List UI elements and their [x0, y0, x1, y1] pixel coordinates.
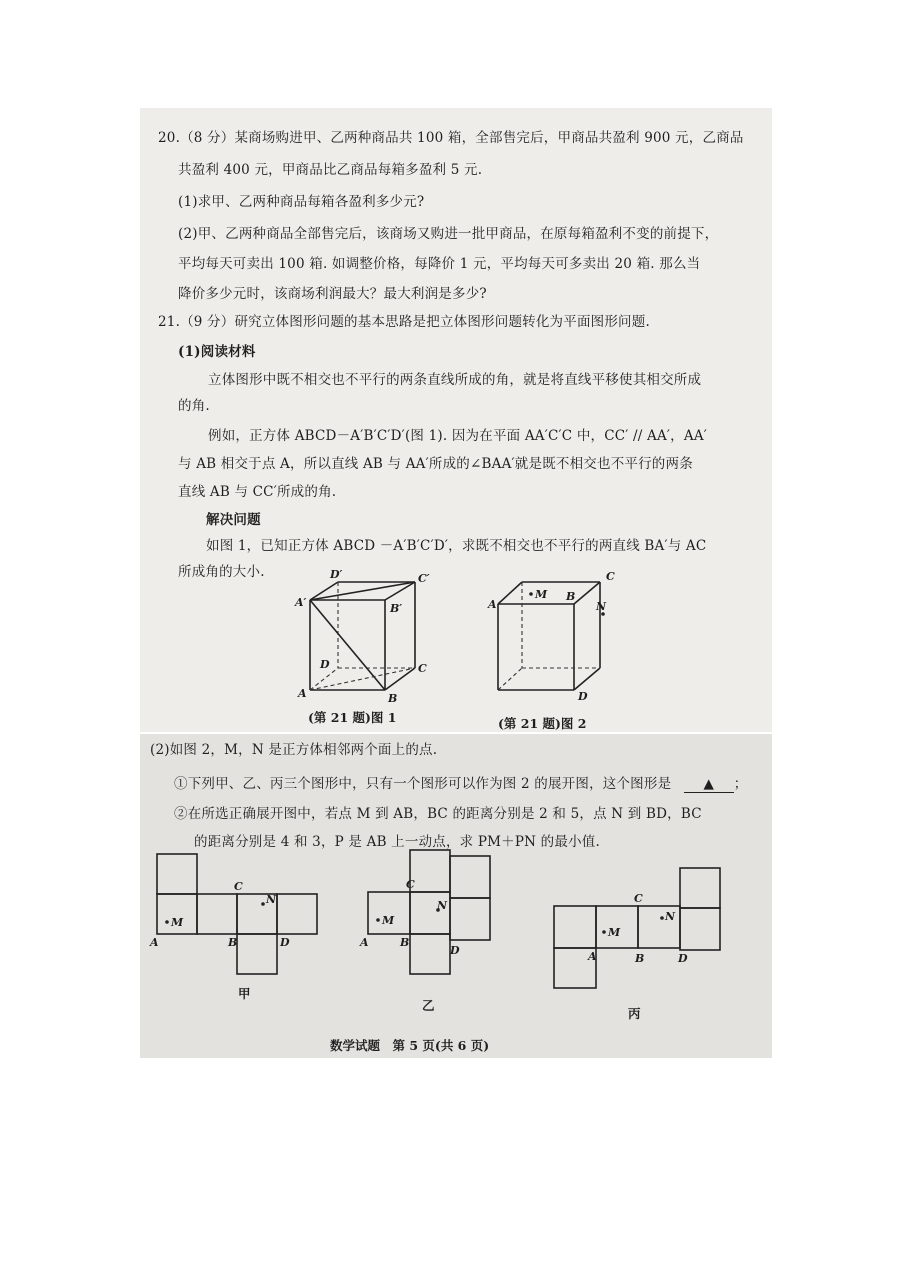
q21-line1: 21.（9 分）研究立体图形问题的基本思路是把立体图形问题转化为平面图形问题. — [158, 314, 650, 330]
jia-label-D: D — [280, 936, 290, 949]
fig2-label-C: C — [606, 570, 615, 583]
fig2-label-A: A — [488, 598, 497, 611]
yi-label-N: N — [437, 899, 448, 912]
fig1-label-D1: D′ — [330, 568, 343, 581]
q21-reading-line1: 立体图形中既不相交也不平行的两条直线所成的角，就是将直线平移使其相交所成 — [208, 372, 702, 388]
net-jia — [149, 854, 317, 1001]
q21-part2-line1: (2)如图 2，M，N 是正方体相邻两个面上的点. — [150, 742, 438, 758]
fig2-label-N: N — [596, 600, 607, 613]
fig1-label-B1: B′ — [390, 602, 403, 615]
q21-example-line2: 与 AB 相交于点 A，所以直线 AB 与 AA′所成的∠BAA′就是既不相交也不平行的两条 — [178, 456, 693, 472]
net-yi-caption: 乙 — [422, 998, 435, 1013]
q20-part2-line1: (2)甲、乙两种商品全部售完后，该商场又购进一批甲商品，在原每箱盈利不变的前提下， — [178, 226, 719, 242]
fig1-label-A1: A′ — [295, 596, 307, 609]
q21-example-line1: 例如，正方体 ABCD－A′B′C′D′(图 1). 因为在平面 AA′C′C 中，CC′ // AA′，AA′ — [208, 428, 708, 444]
yi-label-A: A — [360, 936, 369, 949]
q21-reading-title: (1)阅读材料 — [178, 344, 256, 360]
q20-line1: 20.（8 分）某商场购进甲、乙两种商品共 100 箱，全部售完后，甲商品共盈利 900 元，乙商品 — [158, 130, 744, 146]
fig1-label-C1: C′ — [418, 572, 430, 585]
bing-label-N: N — [665, 910, 676, 923]
fig2-label-D: D — [578, 690, 588, 703]
fig2-label-M: M — [535, 588, 548, 601]
q20-line2: 共盈利 400 元，甲商品比乙商品每箱多盈利 5 元. — [178, 162, 483, 178]
yi-label-M: M — [382, 914, 395, 927]
net-bing-caption: 丙 — [628, 1006, 641, 1021]
fig1-caption: (第 21 题)图 1 — [308, 710, 397, 725]
bing-label-M: M — [608, 926, 621, 939]
fig1-label-B: B — [388, 692, 398, 705]
fig1-label-C: C — [418, 662, 427, 675]
q21-part2-q2-line2: 的距离分别是 4 和 3，P 是 AB 上一动点，求 PM＋PN 的最小值. — [194, 834, 600, 850]
yi-label-D: D — [450, 944, 460, 957]
jia-label-N: N — [266, 893, 277, 906]
answer-blank-mark: ▲ — [703, 776, 715, 792]
bing-label-C: C — [634, 892, 643, 905]
fig2-caption: (第 21 题)图 2 — [498, 716, 587, 731]
yi-label-B: B — [400, 936, 410, 949]
jia-label-M: M — [171, 916, 184, 929]
jia-label-C: C — [234, 880, 243, 893]
q21-part2-q2-line1: ②在所选正确展开图中，若点 M 到 AB，BC 的距离分别是 2 和 5，点 N 到 BD，BC — [174, 806, 702, 822]
net-yi — [359, 850, 490, 1013]
bing-label-A: A — [588, 950, 597, 963]
yi-label-C: C — [406, 878, 415, 891]
jia-label-B: B — [228, 936, 238, 949]
fig1-label-A: A — [298, 687, 307, 700]
jia-label-A: A — [150, 936, 159, 949]
q21-reading-line2: 的角. — [178, 398, 210, 414]
fig1-label-D: D — [320, 658, 330, 671]
q21-example-line3: 直线 AB 与 CC′所成的角. — [178, 484, 337, 500]
q20-part2-line2: 平均每天可卖出 100 箱. 如调整价格，每降价 1 元，平均每天可多卖出 20 箱. 那么当 — [178, 256, 701, 272]
q21-solve-line1: 如图 1，已知正方体 ABCD －A′B′C′D′，求既不相交也不平行的两直线 BA′与 AC — [206, 538, 707, 554]
q20-part1: (1)求甲、乙两种商品每箱各盈利多少元? — [178, 194, 425, 210]
net-bing — [554, 868, 720, 1021]
page-footer: 数学试题 第 5 页(共 6 页) — [330, 1038, 490, 1053]
q21-solve-line2: 所成角的大小. — [178, 564, 265, 580]
net-jia-caption: 甲 — [238, 986, 251, 1001]
fig2-label-B: B — [566, 590, 576, 603]
q21-solve-title: 解决问题 — [206, 512, 261, 528]
q21-part2-q1-text: ①下列甲、乙、丙三个图形中，只有一个图形可以作为图 2 的展开图，这个图形是 — [174, 776, 672, 792]
bing-label-D: D — [678, 952, 688, 965]
q21-part2-q1-semicolon: ； — [733, 776, 748, 792]
bing-label-B: B — [635, 952, 645, 965]
q20-part2-line3: 降价多少元时，该商场利润最大？最大利润是多少? — [178, 286, 487, 302]
